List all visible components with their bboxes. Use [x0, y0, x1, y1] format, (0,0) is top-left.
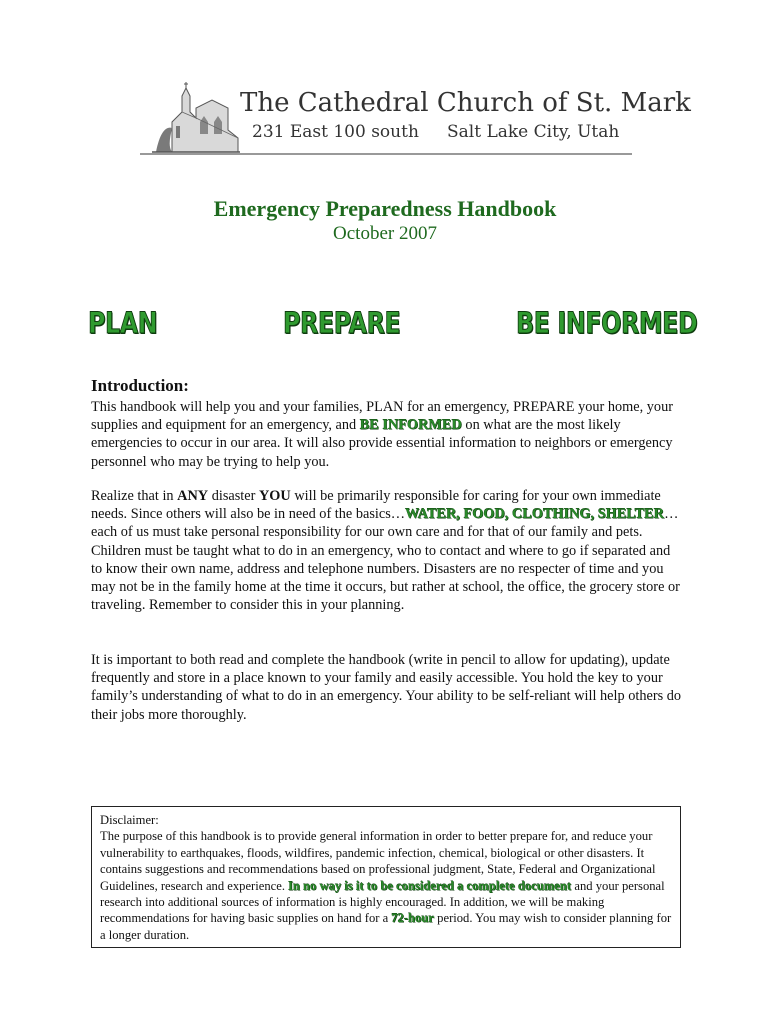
disclaimer-text-b: and your personal research into additional sources of information is highly encouraged. In addition, we will be making recommendations for having basic supplies on hand for a: [100, 878, 665, 926]
disclaimer-box: [91, 806, 681, 948]
p2-you: YOU: [258, 488, 291, 504]
p1-text-a: This handbook will help you and your families, PLAN for an emergency, PREPARE your home, your supplies and equipment for an emergency, and: [91, 399, 673, 434]
p2-basics: WATER, FOOD, CLOTHING, SHELTER: [405, 506, 665, 523]
document-date: October 2007: [333, 223, 437, 244]
heading-be-informed: BE INFORMED: [516, 306, 698, 340]
p2-text-d: …each of us must take personal responsibility for our own care and for that of our family and pets. Children must be taught what to do in an emergency, who to contact and where to go if separated and to know their own name, address and telephone numbers. Disasters are no respecter of time and you may not be in the family home at the time it occurs, but rather at school, the office, the grocery store or traveling. Remember to consider this in your planning.: [91, 506, 680, 614]
p2-any: ANY: [177, 488, 209, 504]
address-street: 231 East 100 south: [252, 122, 419, 142]
church-drawing-icon: [152, 82, 240, 154]
document-title: Emergency Preparedness Handbook: [213, 196, 557, 221]
intro-paragraph-1: [91, 398, 683, 471]
p2-text-c: will be primarily responsible for caring for your own immediate needs. Since others will also be in need of the basics…: [91, 488, 661, 523]
letterhead-rule: [140, 153, 632, 155]
p2-text-b: disaster: [208, 488, 259, 504]
p2-text-a: Realize that in: [91, 488, 178, 504]
intro-paragraph-3: It is important to both read and complete the handbook (write in pencil to allow for updating), update frequently and store in a place known to your family and easily accessible. You hold the key to your family’s understanding of what to do in an emergency. Your ability to be self-reliant will help others do their jobs more thoroughly.: [91, 652, 682, 723]
disclaimer-highlight: In no way is it to be considered a complete document: [288, 878, 572, 893]
disclaimer-text-c: period. You may wish to consider planning for a longer duration.: [100, 911, 672, 942]
disclaimer-text-a: The purpose of this handbook is to provide general information in order to better prepare for, and reduce your vulnerability to earthquakes, floods, wildfires, pandemic infection, chemical, biological or other disasters. It contains suggestions and recommendations based on professional judgment, State, Federal and Organizational Guidelines, research and experience.: [100, 829, 656, 893]
heading-prepare: PREPARE: [283, 306, 401, 340]
p1-text-c: on what are the most likely emergencies to occur in our area. It will also provide essential information to neighbors or emergency personnel who may be trying to help you.: [91, 417, 673, 470]
disclaimer-72-hour: 72-hour: [391, 911, 435, 926]
address-city: Salt Lake City, Utah: [447, 122, 620, 142]
disclaimer-text: [100, 828, 672, 943]
church-name: The Cathedral Church of St. Mark: [240, 88, 691, 118]
intro-paragraph-2: [91, 487, 683, 614]
disclaimer-label: Disclaimer:: [100, 813, 159, 827]
intro-heading: Introduction:: [91, 376, 189, 395]
letterhead: [140, 78, 691, 158]
heading-plan: PLAN: [88, 306, 158, 340]
p1-be-informed: BE INFORMED: [359, 417, 462, 434]
